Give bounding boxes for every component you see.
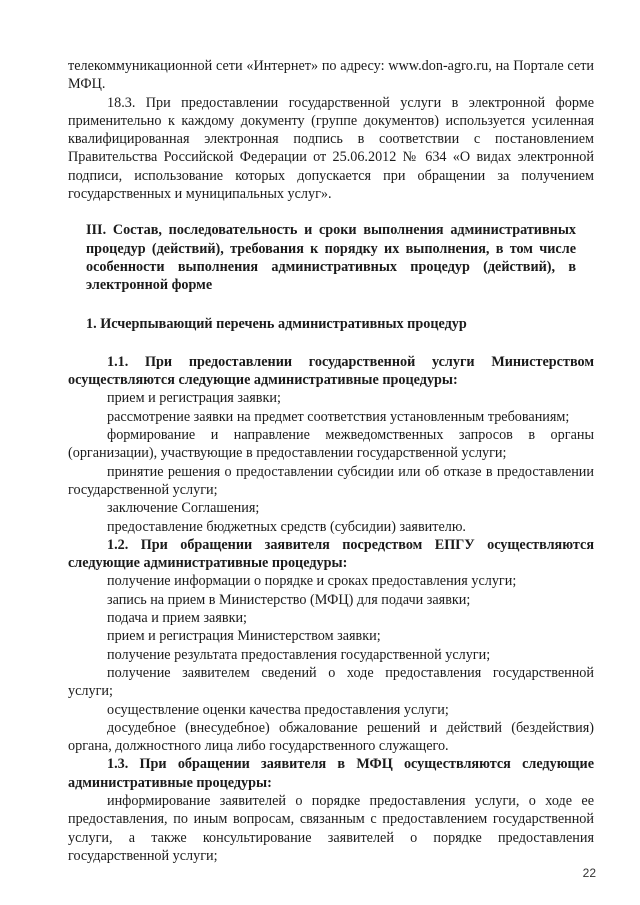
list-item: получение информации о порядке и сроках предоставления услуги; [107, 573, 517, 590]
subsection-heading: 1. Исчерпывающий перечень административных процедур [86, 315, 467, 332]
paragraph-18-3: 18.3. При предоставлении государственной услуги в электронной форме применительно к каждому документу (группе документов) используется усиленная квалифицированная электронная подпись в соответствии с постановлением Правительства Российской Федерации от 25.06.2012 № 634 «О видах электронной подписи, использование которых допускается при обращении за получением государственных и муниципальных услуг». [68, 94, 594, 203]
list-item: формирование и направление межведомственных запросов в органы (организации), участвующие в предоставлении государственной услуги; [68, 427, 594, 462]
page-number: 22 [582, 866, 596, 880]
list-item: принятие решения о предоставлении субсидии или об отказе в предоставлении государственной услуги; [68, 463, 594, 498]
list-item: прием и регистрация заявки; [107, 390, 281, 407]
intro-paragraph: телекоммуникационной сети «Интернет» по адресу: www.don-agro.ru, на Портале сети МФЦ. [68, 58, 594, 93]
item-1-3-heading: 1.3. При обращении заявителя в МФЦ осуществляются следующие административные процедуры: [68, 756, 594, 791]
list-item: осуществление оценки качества предоставления услуги; [107, 701, 449, 718]
item-1-1-heading: 1.1. При предоставлении государственной услуги Министерством осуществляются следующие административные процедуры: [68, 353, 594, 389]
list-item: запись на прием в Министерство (МФЦ) для подачи заявки; [107, 591, 471, 608]
list-item: прием и регистрация Министерством заявки; [107, 628, 381, 645]
list-item: досудебное (внесудебное) обжалование решений и действий (бездействия) органа, должностного лица либо государственного служащего. [68, 719, 594, 755]
list-item: заключение Соглашения; [107, 500, 260, 517]
list-item: получение заявителем сведений о ходе предоставления государственной услуги; [68, 664, 594, 700]
list-item: информирование заявителей о порядке предоставления услуги, о ходе ее предоставления, по иным вопросам, связанным с предоставлением государственной услуги, а также консультирование заявителей о порядке предоставления государственной услуги; [68, 792, 594, 864]
list-item: подача и прием заявки; [107, 610, 247, 627]
list-item: рассмотрение заявки на предмет соответствия установленным требованиям; [107, 408, 570, 425]
list-item: предоставление бюджетных средств (субсидии) заявителю. [107, 518, 466, 535]
list-item: получение результата предоставления государственной услуги; [107, 646, 491, 663]
document-body [68, 57, 594, 865]
section-heading: III. Состав, последовательность и сроки выполнения административных процедур (действий), требования к порядку их выполнения, в том числе особенности выполнения административных процедур (действий), в электронной форме [86, 222, 576, 294]
item-1-2-heading: 1.2. При обращении заявителя посредством ЕПГУ осуществляются следующие административные процедуры: [68, 536, 594, 572]
